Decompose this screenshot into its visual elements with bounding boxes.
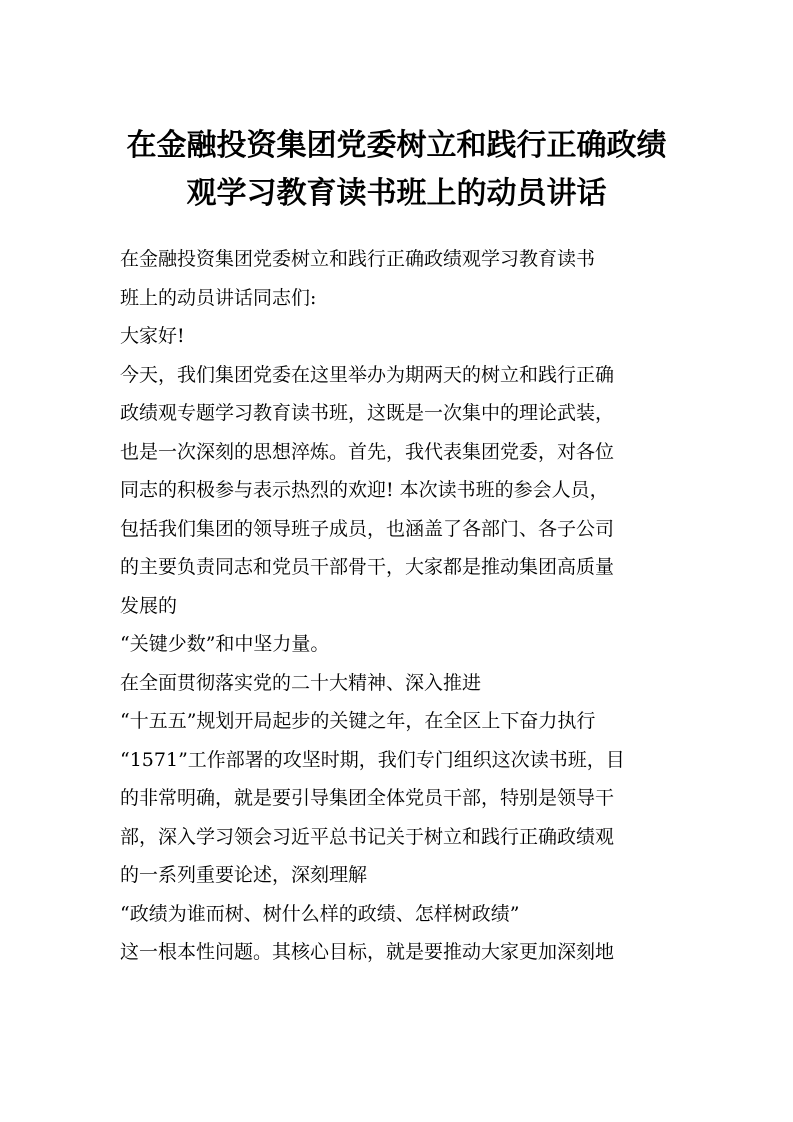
body-line: 这一根本性问题。其核心目标，就是要推动大家更加深刻地 (120, 941, 615, 963)
body-line: 的主要负责同志和党员干部骨干，大家都是推动集团高质量 (120, 556, 615, 578)
body-line: 今天，我们集团党委在这里举办为期两天的树立和践行正确 (120, 363, 615, 386)
body-line: 在金融投资集团党委树立和践行正确政绩观学习教育读书 (120, 248, 596, 270)
document-title (0, 122, 793, 218)
body-line: 政绩观专题学习教育读书班，这既是一次集中的理论武装， (120, 402, 615, 424)
body-line: 班上的动员讲话同志们: (120, 286, 317, 309)
body-line: 的一系列重要论述，深刻理解 (120, 864, 368, 886)
body-line: 也是一次深刻的思想淬炼。首先，我代表集团党委，对各位 (120, 440, 615, 463)
body-line: “十五五”规划开局起步的关键之年，在全区上下奋力执行 (120, 710, 596, 732)
body-line: “1571”工作部署的攻坚时期，我们专门组织这次读书班，目 (120, 748, 625, 771)
body-line: “政绩为谁而树、树什么样的政绩、怎样树政绩” (120, 902, 520, 925)
document-body (120, 240, 680, 972)
body-line: 发展的 (120, 594, 178, 617)
body-line: 在全面贯彻落实党的二十大精神、深入推进 (120, 671, 482, 694)
body-line: 包括我们集团的领导班子成员，也涵盖了各部门、各子公司 (120, 517, 615, 540)
body-line: 的非常明确，就是要引导集团全体党员干部，特别是领导干 (120, 787, 615, 809)
body-line: 大家好! (120, 325, 185, 347)
body-line: 同志的积极参与表示热烈的欢迎! 本次读书班的参会人员， (120, 479, 609, 501)
body-line: “关键少数”和中坚力量。 (120, 633, 330, 655)
body-line: 部，深入学习领会习近平总书记关于树立和践行正确政绩观 (120, 825, 615, 848)
title-line: 在金融投资集团党委树立和践行正确政绩 (126, 128, 667, 163)
title-line: 观学习教育读书班上的动员讲话 (186, 176, 607, 211)
